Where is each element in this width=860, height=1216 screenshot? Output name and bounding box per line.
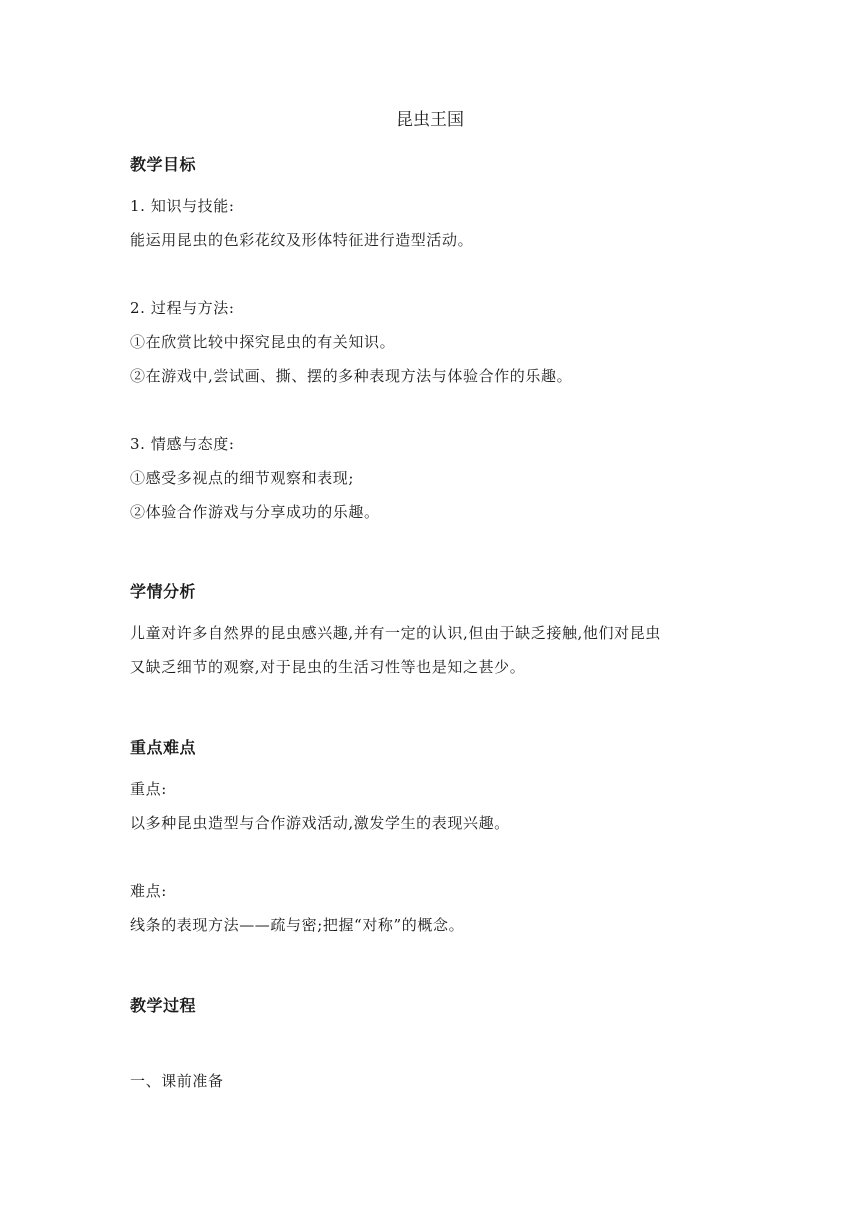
objective-2-item-1: ①在欣赏比较中探究昆虫的有关知识。 bbox=[130, 333, 396, 351]
process-step-1: 一、课前准备 bbox=[130, 1072, 224, 1090]
section-heading-process: 教学过程 bbox=[130, 996, 197, 1015]
objective-3-item-1: ①感受多视点的细节观察和表现; bbox=[130, 469, 355, 487]
objective-1-text: 能运用昆虫的色彩花纹及形体特征进行造型活动。 bbox=[130, 231, 474, 249]
section-heading-analysis: 学情分析 bbox=[130, 582, 197, 601]
section-heading-objectives: 教学目标 bbox=[130, 155, 197, 174]
objective-3-item-2: ②体验合作游戏与分享成功的乐趣。 bbox=[130, 503, 380, 521]
objective-1-label: 1. 知识与技能: bbox=[130, 197, 235, 215]
analysis-line-1: 儿童对许多自然界的昆虫感兴趣,并有一定的认识,但由于缺乏接触,他们对昆虫 bbox=[130, 624, 661, 642]
objective-2-label: 2. 过程与方法: bbox=[130, 299, 235, 317]
key-point-text: 以多种昆虫造型与合作游戏活动,激发学生的表现兴趣。 bbox=[130, 814, 510, 832]
difficulty-text: 线条的表现方法——疏与密;把握“对称”的概念。 bbox=[130, 916, 465, 934]
key-point-label: 重点: bbox=[130, 780, 167, 798]
section-heading-keypoints: 重点难点 bbox=[130, 738, 197, 757]
difficulty-label: 难点: bbox=[130, 882, 167, 900]
objective-2-item-2: ②在游戏中,尝试画、撕、摆的多种表现方法与体验合作的乐趣。 bbox=[130, 367, 573, 385]
analysis-line-2: 又缺乏细节的观察,对于昆虫的生活习性等也是知之甚少。 bbox=[130, 658, 526, 676]
objective-3-label: 3. 情感与态度: bbox=[130, 435, 235, 453]
document-title: 昆虫王国 bbox=[396, 110, 464, 130]
